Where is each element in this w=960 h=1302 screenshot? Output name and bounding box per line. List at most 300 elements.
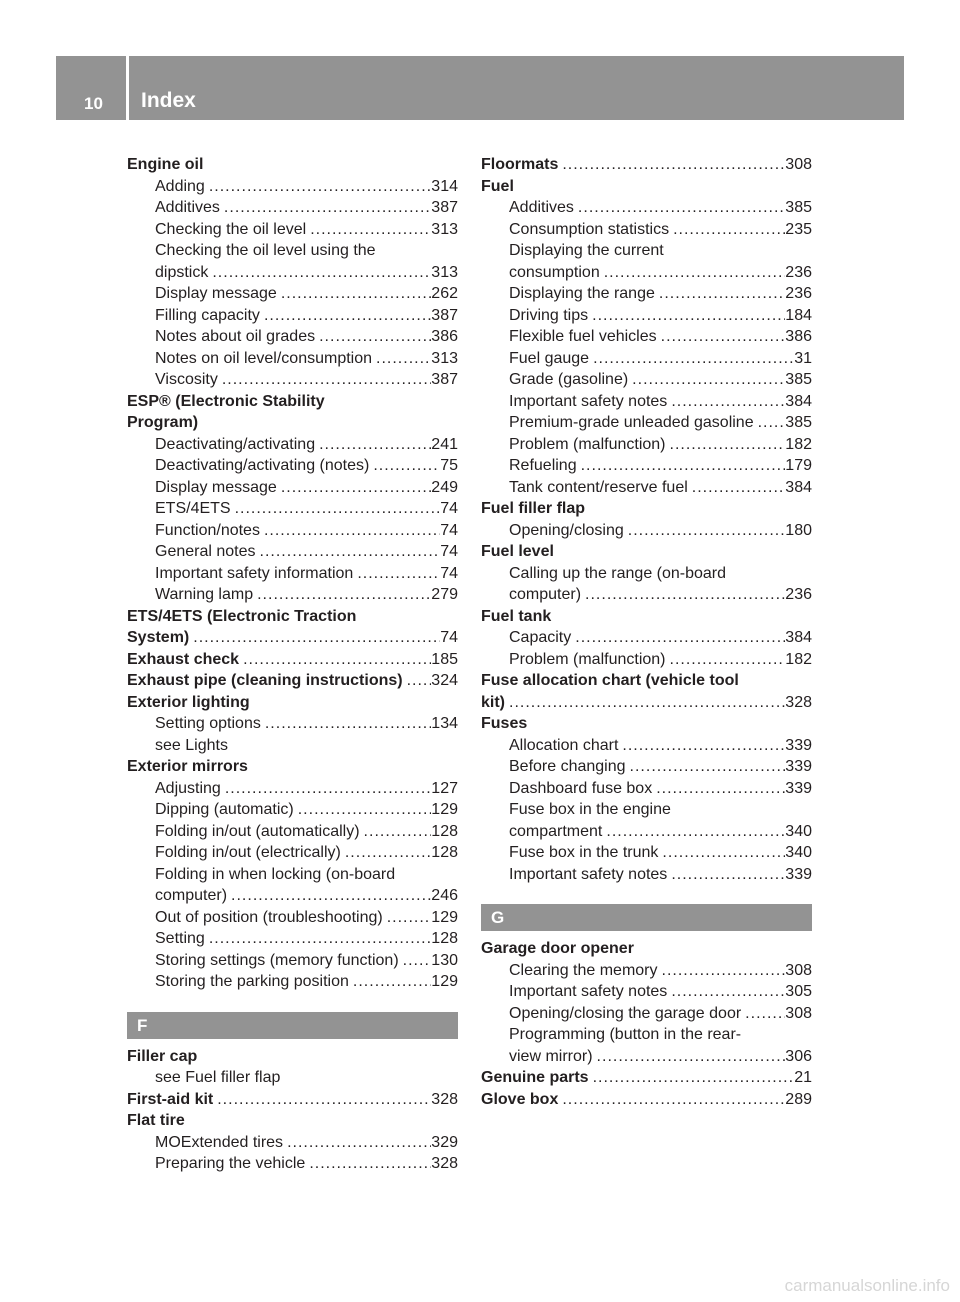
page-reference: 305 <box>785 983 812 1000</box>
entry-label: see Fuel filler flap <box>155 1069 281 1086</box>
page-reference: 21 <box>794 1069 812 1086</box>
index-subentry <box>127 283 458 305</box>
index-subentry <box>481 821 812 843</box>
page-reference: 127 <box>431 779 458 797</box>
page-reference: 308 <box>785 961 812 979</box>
dot-leader <box>208 262 431 284</box>
entry-label: General notes <box>155 543 256 560</box>
entry-label: Notes about oil grades <box>155 328 316 345</box>
page-reference: 313 <box>431 349 458 367</box>
index-subentry <box>127 864 458 886</box>
page-reference: 182 <box>785 650 812 668</box>
page-reference: 262 <box>431 285 458 302</box>
entry-label: First-aid kit <box>127 1090 214 1108</box>
page-reference: 129 <box>431 973 458 990</box>
index-entry <box>481 498 812 520</box>
page-reference: 386 <box>431 328 458 345</box>
dot-leader <box>349 971 431 993</box>
index-subentry <box>481 756 812 778</box>
index-subentry <box>481 305 812 327</box>
page-number: 10 <box>84 94 103 113</box>
index-subentry <box>481 864 812 886</box>
index-subentry <box>481 520 812 542</box>
dot-leader <box>558 154 785 176</box>
entry-label: Fuel <box>481 177 514 195</box>
index-subentry <box>481 627 812 649</box>
page-reference: 387 <box>431 371 458 388</box>
index-subentry <box>127 176 458 198</box>
page-reference: 179 <box>785 457 812 474</box>
page-reference: 31 <box>794 349 812 367</box>
index-entry <box>481 938 812 960</box>
index-subentry <box>127 541 458 563</box>
page-reference: 308 <box>785 1004 812 1022</box>
entry-label: Important safety notes <box>509 392 668 410</box>
dot-leader <box>218 369 431 391</box>
page-reference: 314 <box>431 177 458 195</box>
entry-label: Setting <box>155 930 205 947</box>
dot-leader <box>505 692 785 714</box>
entry-label: computer) <box>155 887 228 904</box>
index-subentry <box>481 649 812 671</box>
entry-label: Additives <box>155 199 220 216</box>
entry-label: kit) <box>481 693 505 711</box>
dot-leader <box>667 391 785 413</box>
index-subentry <box>481 262 812 284</box>
page-reference: 134 <box>431 715 458 732</box>
dot-leader <box>399 950 432 972</box>
page-reference: 129 <box>431 908 458 926</box>
section-letter-header: F <box>127 1012 458 1039</box>
index-subentry <box>481 1024 812 1046</box>
dot-leader <box>221 778 431 800</box>
index-subentry <box>481 369 812 391</box>
entry-label: Exterior mirrors <box>127 758 248 775</box>
entry-label: Deactivating/activating (notes) <box>155 457 370 474</box>
index-subentry <box>127 369 458 391</box>
index-column-right <box>481 154 812 1110</box>
dot-leader <box>315 434 431 456</box>
index-subentry <box>127 326 458 348</box>
dot-leader <box>372 348 431 370</box>
dot-leader <box>360 821 432 843</box>
page-reference: 75 <box>440 457 458 474</box>
entry-label: Checking the oil level using the <box>155 242 376 259</box>
entry-label: Fuel tank <box>481 607 552 625</box>
entry-label: Setting options <box>155 715 261 732</box>
page-reference: 340 <box>785 844 812 861</box>
index-subentry <box>127 799 458 821</box>
dot-leader <box>558 1089 785 1111</box>
index-entry <box>127 692 458 714</box>
page-reference: 289 <box>785 1090 812 1108</box>
page-reference: 385 <box>785 371 812 388</box>
page-title: Index <box>141 89 196 112</box>
dot-leader <box>283 1132 431 1154</box>
index-subentry <box>481 735 812 757</box>
entry-label: view mirror) <box>509 1047 593 1065</box>
dot-leader <box>305 1153 431 1175</box>
index-subentry <box>127 735 458 757</box>
dot-leader <box>315 326 431 348</box>
dot-leader <box>577 455 786 477</box>
dot-leader <box>624 520 786 542</box>
index-entry <box>127 412 458 434</box>
index-subentry <box>127 305 458 327</box>
entry-label: Deactivating/activating <box>155 435 316 453</box>
index-entry <box>481 713 812 735</box>
index-subentry <box>127 219 458 241</box>
dot-leader <box>220 197 431 219</box>
index-subentry <box>481 219 812 241</box>
page-reference: 130 <box>431 951 458 969</box>
dot-leader <box>341 842 431 864</box>
entry-label: System) <box>127 629 190 646</box>
entry-label: Storing the parking position <box>155 973 349 990</box>
entry-label: compartment <box>509 822 603 840</box>
dot-leader <box>754 412 786 434</box>
entry-label: Clearing the memory <box>509 961 658 979</box>
index-subentry <box>127 498 458 520</box>
index-entry <box>127 670 458 692</box>
entry-label: Important safety information <box>155 564 354 582</box>
dot-leader <box>189 627 440 649</box>
page-reference: 384 <box>785 478 812 496</box>
entry-label: Exhaust check <box>127 650 240 668</box>
dot-leader <box>688 477 786 499</box>
page-reference: 128 <box>431 844 458 861</box>
entry-label: Problem (malfunction) <box>509 435 666 453</box>
page-reference: 328 <box>431 1090 458 1108</box>
index-subentry <box>481 778 812 800</box>
page-reference: 235 <box>785 220 812 238</box>
index-subentry <box>127 262 458 284</box>
index-entry <box>127 1089 458 1111</box>
dot-leader <box>658 960 786 982</box>
entry-label: Garage door opener <box>481 940 634 957</box>
index-subentry <box>127 821 458 843</box>
page-reference: 339 <box>785 758 812 775</box>
entry-label: Before changing <box>509 758 626 775</box>
dot-leader <box>600 262 786 284</box>
dot-leader <box>383 907 432 929</box>
index-subentry <box>127 240 458 262</box>
entry-label: Exterior lighting <box>127 693 250 711</box>
entry-label: Program) <box>127 414 199 431</box>
dot-leader <box>669 219 785 241</box>
page-reference: 385 <box>785 199 812 216</box>
index-subentry <box>481 1003 812 1025</box>
index-subentry <box>127 455 458 477</box>
dot-leader <box>403 670 432 692</box>
page-reference: 386 <box>785 328 812 345</box>
entry-label: Fuse allocation chart (vehicle tool <box>481 672 739 689</box>
index-subentry <box>127 1067 458 1089</box>
page-reference: 74 <box>440 564 458 582</box>
page-reference: 129 <box>431 801 458 818</box>
entry-label: Engine oil <box>127 156 204 173</box>
dot-leader <box>253 584 431 606</box>
entry-label: ESP® (Electronic Stability <box>127 392 325 410</box>
page-reference: 180 <box>785 521 812 539</box>
dot-leader <box>581 584 785 606</box>
dot-leader <box>277 477 431 499</box>
page-reference: 185 <box>431 650 458 668</box>
entry-label: Floormats <box>481 156 559 173</box>
page-reference: 236 <box>785 285 812 302</box>
entry-label: Display message <box>155 285 277 302</box>
index-subentry <box>481 563 812 585</box>
dot-leader <box>618 735 785 757</box>
entry-label: Folding in/out (automatically) <box>155 822 360 840</box>
entry-label: Important safety notes <box>509 865 668 883</box>
index-entry <box>127 391 458 413</box>
page-reference: 340 <box>785 822 812 840</box>
page-reference: 236 <box>785 263 812 281</box>
entry-label: Out of position (troubleshooting) <box>155 908 383 926</box>
entry-label: ETS/4ETS (Electronic Traction <box>127 607 357 625</box>
entry-label: Dashboard fuse box <box>509 779 653 797</box>
index-entry <box>481 541 812 563</box>
dot-leader <box>260 305 431 327</box>
page-reference: 128 <box>431 822 458 840</box>
index-entry <box>481 176 812 198</box>
entry-label: Fuses <box>481 715 528 732</box>
entry-label: Flat tire <box>127 1112 185 1129</box>
index-entry <box>481 1067 812 1089</box>
index-subentry <box>127 842 458 864</box>
page-reference: 74 <box>440 500 458 517</box>
index-entry <box>127 1046 458 1068</box>
dot-leader <box>205 176 431 198</box>
dot-leader <box>628 369 785 391</box>
dot-leader <box>666 649 786 671</box>
entry-label: Tank content/reserve fuel <box>509 478 688 496</box>
entry-label: dipstick <box>155 263 209 281</box>
dot-leader <box>260 520 440 542</box>
entry-label: Calling up the range (on-board <box>509 564 727 582</box>
dot-leader <box>571 627 785 649</box>
entry-label: ETS/4ETS <box>155 500 231 517</box>
index-subentry <box>481 326 812 348</box>
dot-leader <box>239 649 431 671</box>
dot-leader <box>261 713 431 735</box>
dot-leader <box>277 283 431 305</box>
page-reference: 384 <box>785 629 812 646</box>
index-subentry <box>481 1046 812 1068</box>
index-subentry <box>127 778 458 800</box>
entry-label: Fuel gauge <box>509 349 590 367</box>
index-entry <box>481 692 812 714</box>
dot-leader <box>306 219 431 241</box>
index-subentry <box>127 950 458 972</box>
page-reference: 241 <box>431 435 458 453</box>
entry-label: Genuine parts <box>481 1069 589 1086</box>
page-reference: 328 <box>785 693 812 711</box>
page-reference: 74 <box>440 543 458 560</box>
page-reference: 74 <box>440 521 458 539</box>
dot-leader <box>256 541 441 563</box>
entry-label: Dipping (automatic) <box>155 801 294 818</box>
dot-leader <box>231 498 441 520</box>
entry-label: Opening/closing the garage door <box>509 1004 742 1022</box>
dot-leader <box>213 1089 431 1111</box>
page-reference: 306 <box>785 1047 812 1065</box>
page-reference: 246 <box>431 887 458 904</box>
page-reference: 329 <box>431 1133 458 1151</box>
index-subentry <box>481 455 812 477</box>
entry-label: consumption <box>509 263 600 281</box>
page-reference: 339 <box>785 736 812 754</box>
dot-leader <box>574 197 785 219</box>
entry-label: Capacity <box>509 629 572 646</box>
entry-label: Preparing the vehicle <box>155 1155 306 1172</box>
dot-leader <box>205 928 431 950</box>
entry-label: Filling capacity <box>155 306 260 324</box>
dot-leader <box>626 756 786 778</box>
dot-leader <box>369 455 440 477</box>
entry-label: Warning lamp <box>155 586 254 603</box>
page-reference: 387 <box>431 306 458 324</box>
dot-leader <box>227 885 431 907</box>
index-subentry <box>481 283 812 305</box>
entry-label: Displaying the current <box>509 242 664 259</box>
entry-label: Notes on oil level/consumption <box>155 349 373 367</box>
index-subentry <box>127 1153 458 1175</box>
index-subentry <box>127 713 458 735</box>
entry-label: Grade (gasoline) <box>509 371 629 388</box>
entry-label: Consumption statistics <box>509 220 670 238</box>
entry-label: Function/notes <box>155 521 260 539</box>
page-reference: 279 <box>431 586 458 603</box>
dot-leader <box>652 778 785 800</box>
entry-label: Displaying the range <box>509 285 655 302</box>
entry-label: Storing settings (memory function) <box>155 951 399 969</box>
entry-label: Fuel level <box>481 543 554 560</box>
page-reference: 324 <box>431 672 458 689</box>
entry-label: Exhaust pipe (cleaning instructions) <box>127 672 403 689</box>
index-entry <box>481 606 812 628</box>
index-subentry <box>127 477 458 499</box>
entry-label: Fuse box in the engine <box>509 801 671 818</box>
index-subentry <box>127 1132 458 1154</box>
index-subentry <box>481 981 812 1003</box>
page-reference: 339 <box>785 779 812 797</box>
dot-leader <box>741 1003 785 1025</box>
index-entry <box>127 627 458 649</box>
dot-leader <box>602 821 785 843</box>
index-entry <box>481 154 812 176</box>
index-entry <box>481 1089 812 1111</box>
page-reference: 249 <box>431 478 458 496</box>
entry-label: Folding in/out (electrically) <box>155 844 341 861</box>
entry-label: Additives <box>509 199 574 216</box>
entry-label: Folding in when locking (on-board <box>155 865 396 883</box>
dot-leader <box>593 1046 786 1068</box>
entry-label: MOExtended tires <box>155 1133 284 1151</box>
dot-leader <box>658 842 785 864</box>
index-subentry <box>481 240 812 262</box>
dot-leader <box>657 326 786 348</box>
index-subentry <box>127 520 458 542</box>
index-subentry <box>481 477 812 499</box>
index-entry <box>127 1110 458 1132</box>
entry-label: Driving tips <box>509 306 589 324</box>
page-reference: 387 <box>431 199 458 216</box>
page-reference: 339 <box>785 865 812 883</box>
page-header <box>56 56 904 120</box>
page-reference: 328 <box>431 1155 458 1172</box>
dot-leader <box>666 434 786 456</box>
entry-label: computer) <box>509 586 582 603</box>
index-entry <box>127 154 458 176</box>
entry-label: Refueling <box>509 457 577 474</box>
entry-label: Checking the oil level <box>155 220 307 238</box>
entry-label: Viscosity <box>155 371 218 388</box>
entry-label: Glove box <box>481 1090 559 1108</box>
index-subentry <box>481 799 812 821</box>
index-subentry <box>127 885 458 907</box>
index-entry <box>481 670 812 692</box>
index-subentry <box>127 197 458 219</box>
index-subentry <box>127 434 458 456</box>
page-reference: 74 <box>440 629 458 646</box>
index-entry <box>127 756 458 778</box>
entry-label: Fuse box in the trunk <box>509 844 659 861</box>
dot-leader <box>294 799 432 821</box>
index-entry <box>127 606 458 628</box>
index-subentry <box>127 584 458 606</box>
dot-leader <box>589 348 794 370</box>
index-subentry <box>481 584 812 606</box>
section-letter-header: G <box>481 904 812 931</box>
entry-label: Problem (malfunction) <box>509 650 666 668</box>
entry-label: Flexible fuel vehicles <box>509 328 657 345</box>
page-reference: 385 <box>785 414 812 431</box>
dot-leader <box>655 283 785 305</box>
entry-label: Opening/closing <box>509 521 624 539</box>
dot-leader <box>589 1067 795 1089</box>
page-reference: 313 <box>431 220 458 238</box>
dot-leader <box>588 305 785 327</box>
page-reference: 128 <box>431 930 458 947</box>
entry-label: see Lights <box>155 736 228 754</box>
index-subentry <box>481 412 812 434</box>
index-subentry <box>481 434 812 456</box>
entry-label: Display message <box>155 478 277 496</box>
entry-label: Important safety notes <box>509 983 668 1000</box>
entry-label: Filler cap <box>127 1047 198 1065</box>
index-subentry <box>481 391 812 413</box>
dot-leader <box>667 864 785 886</box>
index-subentry <box>481 348 812 370</box>
page-reference: 236 <box>785 586 812 603</box>
dot-leader <box>353 563 440 585</box>
watermark: carmanualsonline.info <box>784 1276 950 1295</box>
index-subentry <box>127 971 458 993</box>
index-subentry <box>127 563 458 585</box>
entry-label: Programming (button in the rear- <box>509 1026 742 1043</box>
entry-label: Adding <box>155 177 205 195</box>
index-subentry <box>127 348 458 370</box>
index-column-left <box>127 154 458 1175</box>
index-subentry <box>127 907 458 929</box>
dot-leader <box>667 981 785 1003</box>
page-reference: 384 <box>785 392 812 410</box>
index-entry <box>127 649 458 671</box>
index-subentry <box>481 842 812 864</box>
entry-label: Premium-grade unleaded gasoline <box>509 414 754 431</box>
